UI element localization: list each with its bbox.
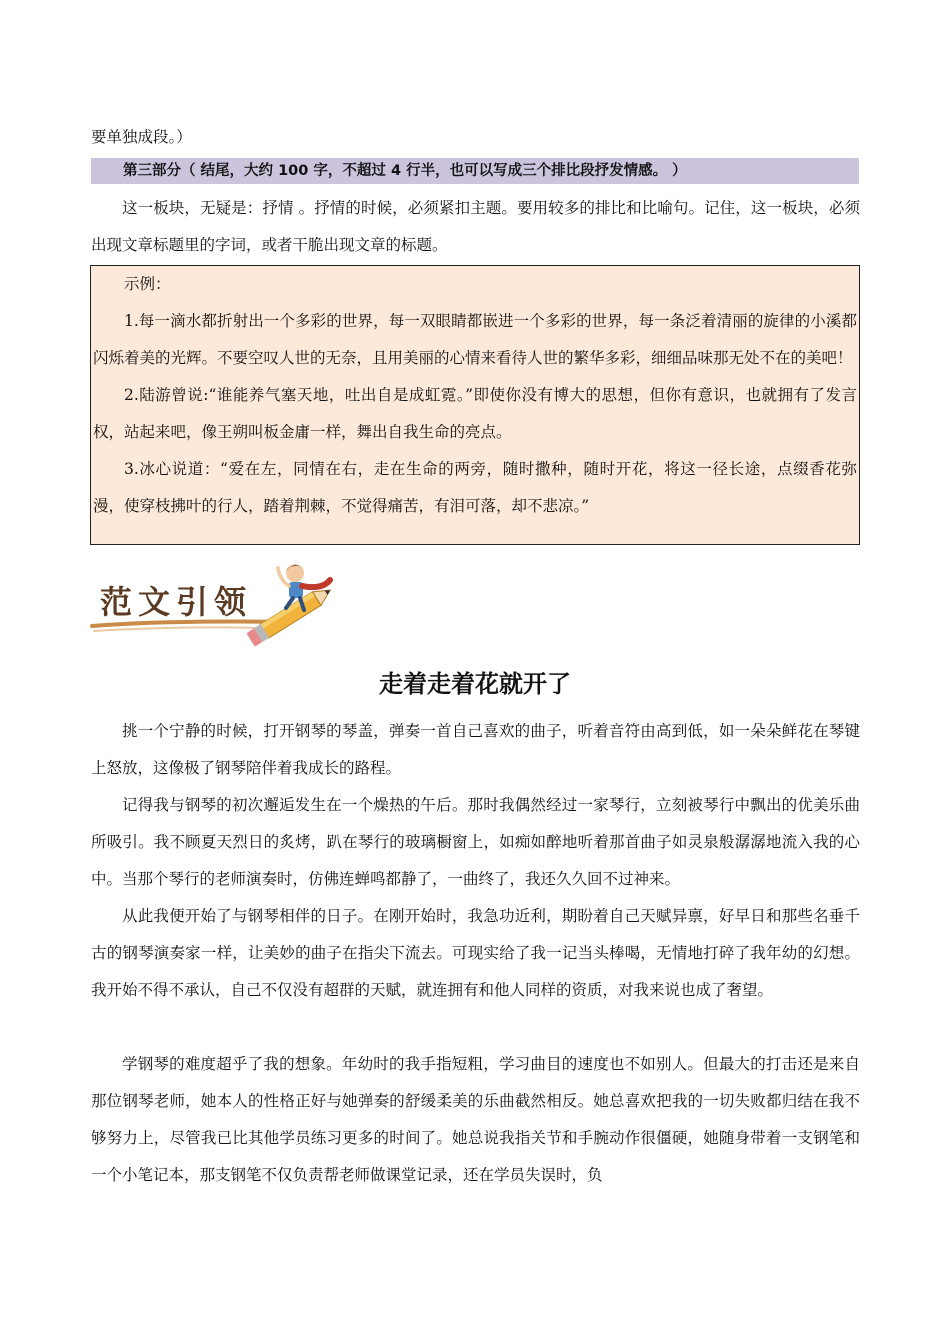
example-box bbox=[90, 265, 860, 545]
essay-paragraph-4: 学钢琴的难度超乎了我的想象。年幼时的我手指短粗，学习曲目的速度也不如别人。但最大的打击还是来自那位钢琴老师，她本人的性格正好与她弹奏的舒缓柔美的乐曲截然相反。她总喜欢把我的一切失败都归结在我不够努力上，尽管我已比其他学员练习更多的时间了。她总说我指关节和手腕动作很僵硬，她随身带着一支钢笔和一个小笔记本，那支钢笔不仅负责帮老师做课堂记录，还在学员失误时，负 bbox=[91, 1055, 860, 1184]
example-item-1: 1.每一滴水都折射出一个多彩的世界，每一双眼睛都嵌进一个多彩的世界，每一条泛着清丽的旋律的小溪都闪烁着美的光辉。不要空叹人世的无奈，且用美丽的心情来看待人世的繁华多彩，细细品味那无处不在的美吧！ bbox=[93, 312, 857, 367]
essay-paragraph-2: 记得我与钢琴的初次邂逅发生在一个燥热的午后。那时我偶然经过一家琴行，立刻被琴行中飘出的优美乐曲所吸引。我不顾夏天烈日的炙烤，趴在琴行的玻璃橱窗上，如痴如醉地听着那首曲子如灵泉般潺潺地流入我的心中。当那个琴行的老师演奏时，仿佛连蝉鸣都静了，一曲终了，我还久久回不过神来。 bbox=[91, 796, 860, 888]
part3-description: 这一板块，无疑是：抒情 。抒情的时候，必须紧扣主题。要用较多的排比和比喻句。记住，这一板块，必须出现文章标题里的字词，或者干脆出现文章的标题。 bbox=[91, 199, 860, 254]
example-label: 示例： bbox=[124, 275, 171, 293]
banner-title: 范文引领 bbox=[100, 583, 253, 621]
girl-on-pencil-illustration-icon bbox=[90, 556, 340, 646]
essay-paragraph-1: 挑一个宁静的时候，打开钢琴的琴盖，弹奏一首自己喜欢的曲子，听着音符由高到低，如一朵朵鲜花在琴键上怒放，这像极了钢琴陪伴着我成长的路程。 bbox=[91, 722, 860, 777]
essay-title: 走着走着花就开了 bbox=[379, 670, 571, 698]
example-item-2: 2.陆游曾说:“谁能养气塞天地，吐出自是成虹霓。”即使你没有博大的思想，但你有意识，也就拥有了发言权，站起来吧，像王朔叫板金庸一样，舞出自我生命的亮点。 bbox=[93, 386, 857, 441]
part3-heading: 第三部分（ 结尾，大约 100 字，不超过 4 行半，也可以写成三个排比段抒发情感。 ） bbox=[91, 158, 859, 184]
example-item-3: 3.冰心说道：“爱在左，同情在右，走在生命的两旁，随时撒种，随时开花，将这一径长途，点缀香花弥漫，使穿枝拂叶的行人，踏着荆棘，不觉得痛苦，有泪可落，却不悲凉。” bbox=[93, 460, 857, 515]
previous-section-fragment: 要单独成段。） bbox=[91, 128, 192, 146]
essay-paragraph-3: 从此我便开始了与钢琴相伴的日子。在刚开始时，我急功近利，期盼着自己天赋异禀，好早日和那些名垂千古的钢琴演奏家一样，让美妙的曲子在指尖下流去。可现实给了我一记当头棒喝，无情地打碎了我年幼的幻想。我开始不得不承认，自己不仅没有超群的天赋，就连拥有和他人同样的资质，对我来说也成了奢望。 bbox=[91, 907, 860, 999]
model-essay-banner bbox=[90, 556, 340, 646]
